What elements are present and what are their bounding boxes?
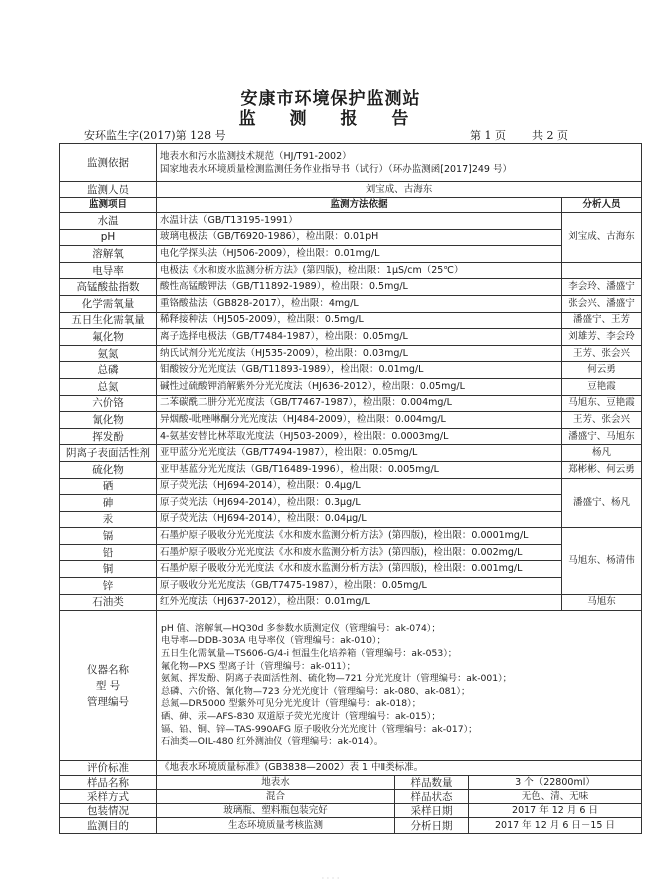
- item-method: 玻璃电极法（GB/T6920-1986），检出限：0.01pH: [157, 229, 562, 246]
- analyst-cell: 李会玲、潘盛宁: [562, 279, 642, 296]
- analyst-cell: 张会兴、潘盛宁: [562, 295, 642, 312]
- item-name: 挥发酚: [60, 428, 157, 445]
- personnel-value: 刘宝成、古海东: [157, 182, 642, 198]
- instrument-line: 镉、铅、铜、锌—TAS-990AFG 原子吸收分光光度计（管理编号：ak-017）；: [161, 723, 478, 735]
- analyst-cell: 潘盛宁、马旭东: [562, 428, 642, 445]
- item-method: 重铬酸盐法（GB828-2017），检出限：4mg/L: [157, 295, 562, 312]
- sample-row: [60, 790, 642, 804]
- instrument-line: 硒、砷、汞—AFS-830 双道原子荧光光度计（管理编号：ak-015）；: [161, 710, 441, 722]
- item-method: 石墨炉原子吸收分光光度法《水和废水监测分析方法》(第四版)，检出限：0.001mg/L: [157, 561, 562, 578]
- item-method: 离子选择电极法（GB/T7484-1987），检出限：0.05mg/L: [157, 329, 562, 346]
- sample-row: [60, 804, 642, 818]
- instrument-line: 总氮—DR5000 型紫外可见分光光度计（管理编号：ak-018）；: [161, 698, 421, 710]
- item-method: 水温计法（GB/T13195-1991）: [157, 213, 562, 230]
- analyst-cell: 马旭东、杨清伟: [562, 528, 642, 594]
- item-rows: [60, 213, 642, 611]
- item-method: 原子荧光法（HJ694-2014），检出限：0.04μg/L: [157, 511, 562, 528]
- sample-state-label: 样品状态: [395, 790, 469, 804]
- report-type-title: 监 测 报 告: [238, 109, 423, 129]
- report-table: [59, 143, 642, 834]
- analyst-cell: 王芳、张会兴: [562, 345, 642, 362]
- item-name: 石油类: [60, 594, 157, 611]
- item-method: 红外光度法（HJ637-2012），检出限：0.01mg/L: [157, 594, 562, 611]
- item-name: 镉: [60, 528, 157, 545]
- item-method: 原子荧光法（HJ694-2014），检出限：0.4μg/L: [157, 478, 562, 495]
- sample-state: 无色、清、无味: [469, 790, 642, 804]
- method-row: [60, 395, 642, 412]
- item-method: 石墨炉原子吸收分光光度法《水和废水监测分析方法》(第四版)，检出限：0.002mg/L: [157, 544, 562, 561]
- sample-pack-label: 包装情况: [60, 804, 157, 818]
- method-row: [60, 594, 642, 611]
- method-row: [60, 345, 642, 362]
- sample-qty: 3 个（22800ml）: [469, 776, 642, 790]
- col-method-header: 监测方法依据: [157, 198, 562, 213]
- analyst-cell: 杨凡: [562, 445, 642, 462]
- item-name: 铜: [60, 561, 157, 578]
- item-method: 钼酸铵分光光度法（GB/T11893-1989），检出限：0.01mg/L: [157, 362, 562, 379]
- method-row: [60, 213, 642, 230]
- item-name: 总磷: [60, 362, 157, 379]
- basis-row: [60, 144, 642, 182]
- instrument-line: 五日生化需氧量—TS606-G/4-i 恒温生化培养箱（管理编号：ak-053）；: [161, 647, 457, 659]
- evaluation-label: 评价标准: [60, 761, 157, 776]
- sample-method-label: 采样方式: [60, 790, 157, 804]
- personnel-label: 监测人员: [60, 182, 157, 198]
- item-name: 水温: [60, 213, 157, 230]
- item-name: 五日生化需氧量: [60, 312, 157, 329]
- instrument-line: 氟化物—PXS 型离子计（管理编号：ak-011）；: [161, 660, 356, 672]
- item-method: 异烟酸-吡唑啉酮分光光度法（HJ484-2009），检出限：0.004mg/L: [157, 412, 562, 429]
- method-row: [60, 495, 642, 512]
- instrument-line: 石油类—OIL-480 红外测油仪（管理编号：ak-014）。: [161, 736, 384, 748]
- item-name: pH: [60, 229, 157, 246]
- method-row: [60, 362, 642, 379]
- sample-row: [60, 818, 642, 834]
- method-row: [60, 561, 642, 578]
- instruments-label: [60, 611, 157, 761]
- method-row: [60, 246, 642, 263]
- analyst-cell: 刘雄芳、李会玲: [562, 329, 642, 346]
- method-row: [60, 412, 642, 429]
- analyst-cell: 潘盛宁、王芳: [562, 312, 642, 329]
- item-method: 二苯碳酰二肼分光光度法（GB/T7467-1987），检出限：0.004mg/L: [157, 395, 562, 412]
- instruments-row: [60, 611, 642, 761]
- item-name: 溶解氧: [60, 246, 157, 263]
- sample-date: 2017 年 12 月 6 日: [469, 804, 642, 818]
- sample-name-label: 样品名称: [60, 776, 157, 790]
- item-method: 原子吸收分光光度法（GB/T7475-1987），检出限：0.05mg/L: [157, 578, 562, 595]
- sample-analysis-label: 分析日期: [395, 818, 469, 834]
- document-number: 安环监生字(2017)第 128 号: [84, 129, 226, 142]
- method-row: [60, 378, 642, 395]
- item-method: 亚甲基蓝分光光度法（GB/T16489-1996），检出限：0.005mg/L: [157, 461, 562, 478]
- analyst-cell: 豆艳霞: [562, 378, 642, 395]
- instrument-line: 电导率—DDB-303A 电导率仪（管理编号：ak-010）；: [161, 635, 386, 647]
- sample-row: [60, 776, 642, 790]
- instruments-label-line: 仪器名称: [87, 663, 129, 676]
- evaluation-value: 《地表水环境质量标准》(GB3838—2002）表 1 中Ⅱ类标准。: [157, 761, 642, 776]
- method-row: [60, 528, 642, 545]
- method-row: [60, 329, 642, 346]
- report-org-title: 安康市环境保护监测站: [240, 89, 421, 109]
- instruments-label-line: 型 号: [95, 679, 121, 692]
- item-name: 高锰酸盐指数: [60, 279, 157, 296]
- method-row: [60, 578, 642, 595]
- col-analyst-header: 分析人员: [562, 198, 642, 213]
- item-name: 总氮: [60, 378, 157, 395]
- sample-pack: 玻璃瓶、塑料瓶包装完好: [157, 804, 395, 818]
- item-name: 硫化物: [60, 461, 157, 478]
- method-row: [60, 229, 642, 246]
- item-method: 石墨炉原子吸收分光光度法《水和废水监测分析方法》(第四版)，检出限：0.0001mg/L: [157, 528, 562, 545]
- instruments-label-line: 管理编号: [87, 695, 129, 708]
- method-row: [60, 295, 642, 312]
- personnel-row: [60, 182, 642, 198]
- basis-label: 监测依据: [60, 144, 157, 182]
- analyst-cell: 何云勇: [562, 362, 642, 379]
- instruments-value: [157, 611, 642, 761]
- item-method: 原子荧光法（HJ694-2014），检出限：0.3μg/L: [157, 495, 562, 512]
- item-method: 电极法《水和废水监测分析方法》(第四版)，检出限：1μS/cm（25℃）: [157, 262, 562, 279]
- analyst-cell: 刘宝成、古海东: [562, 213, 642, 263]
- basis-line: 地表水和污水监测技术规范（HJ/T91-2002）: [160, 150, 352, 162]
- item-name: 汞: [60, 511, 157, 528]
- instrument-line: pH 值、溶解氧—HQ30d 多参数水质测定仪（管理编号：ak-074）；: [161, 622, 441, 634]
- item-name: 阴离子表面活性剂: [60, 445, 157, 462]
- method-row: [60, 428, 642, 445]
- method-row: [60, 445, 642, 462]
- instrument-line: 氨氮、挥发酚、阴离子表面活性剂、硫化物—721 分光光度计（管理编号：ak-001）；: [161, 673, 512, 685]
- method-row: [60, 312, 642, 329]
- method-row: [60, 461, 642, 478]
- item-name: 氨氮: [60, 345, 157, 362]
- method-row: [60, 511, 642, 528]
- item-name: 砷: [60, 495, 157, 512]
- item-method: 亚甲蓝分光光度法（GB/T7494-1987），检出限：0.05mg/L: [157, 445, 562, 462]
- item-name: 氟化物: [60, 329, 157, 346]
- analyst-cell: 马旭东: [562, 594, 642, 611]
- item-name: 电导率: [60, 262, 157, 279]
- sample-qty-label: 样品数量: [395, 776, 469, 790]
- basis-value: [157, 144, 642, 182]
- method-row: [60, 279, 642, 296]
- column-header-row: [60, 198, 642, 213]
- sample-purpose: 生态环境质量考核监测: [157, 818, 395, 834]
- item-name: 硒: [60, 478, 157, 495]
- page-total: 共 2 页: [532, 129, 568, 142]
- item-name: 化学需氧量: [60, 295, 157, 312]
- sample-analysis-date: 2017 年 12 月 6 日－15 日: [469, 818, 642, 834]
- analyst-cell: 马旭东、豆艳霞: [562, 395, 642, 412]
- basis-line: 国家地表水环境质量检测监测任务作业指导书（试行）（环办监测函[2017]249 号）: [160, 163, 512, 175]
- analyst-cell: 潘盛宁、杨凡: [562, 478, 642, 528]
- method-row: [60, 262, 642, 279]
- analyst-cell: 郑彬彬、何云勇: [562, 461, 642, 478]
- item-name: 氰化物: [60, 412, 157, 429]
- sample-date-label: 采样日期: [395, 804, 469, 818]
- sample-purpose-label: 监测目的: [60, 818, 157, 834]
- item-name: 锌: [60, 578, 157, 595]
- item-name: 六价铬: [60, 395, 157, 412]
- item-method: 纳氏试剂分光光度法（HJ535-2009），检出限：0.03mg/L: [157, 345, 562, 362]
- evaluation-row: [60, 761, 642, 776]
- analyst-cell: 王芳、张会兴: [562, 412, 642, 429]
- sample-method: 混合: [157, 790, 395, 804]
- method-row: [60, 478, 642, 495]
- item-name: 铅: [60, 544, 157, 561]
- item-method: 4-氨基安替比林萃取光度法（HJ503-2009），检出限：0.0003mg/L: [157, 428, 562, 445]
- item-method: 碱性过硫酸钾消解紫外分光光度法（HJ636-2012），检出限：0.05mg/L: [157, 378, 562, 395]
- page-footer-mark: · · · ·: [321, 874, 340, 883]
- sample-name: 地表水: [157, 776, 395, 790]
- method-row: [60, 544, 642, 561]
- instrument-line: 总磷、六价铬、氰化物—723 分光光度计（管理编号：ak-080、ak-081）；: [161, 685, 471, 697]
- page-number: 第 1 页: [470, 129, 506, 142]
- item-method: 电化学探头法（HJ506-2009），检出限：0.01mg/L: [157, 246, 562, 263]
- item-method: 酸性高锰酸钾法（GB/T11892-1989），检出限：0.5mg/L: [157, 279, 562, 296]
- col-item-header: 监测项目: [60, 198, 157, 213]
- item-method: 稀释接种法（HJ505-2009），检出限：0.5mg/L: [157, 312, 562, 329]
